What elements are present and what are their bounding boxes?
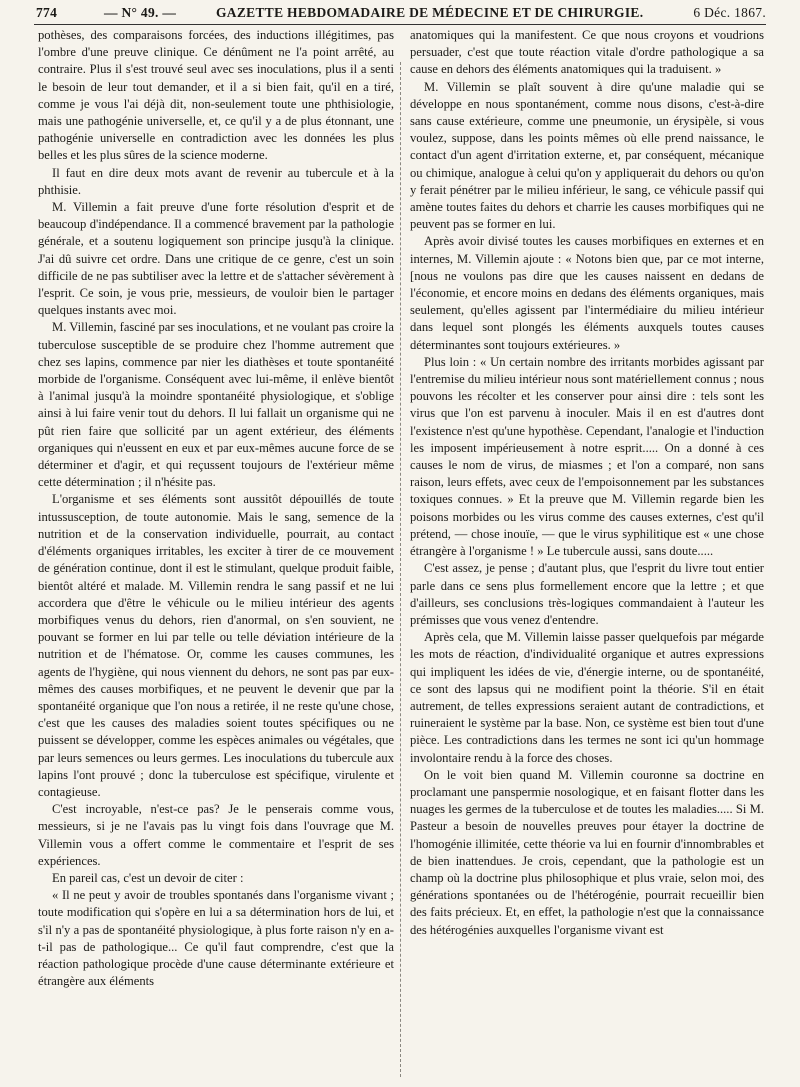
page-header [36, 2, 766, 24]
paragraph: pothèses, des comparaisons forcées, des inductions illégitimes, pas l'ombre d'une preuve clinique. Ce dénûment ne l'a point arrêté, au contraire. Plus il s'est trouvé seul avec ses inoculations, plus il a senti le besoin de leur tout demander, et il a si bien fait, qu'il en a tiré, comme je vous l'ai déjà dit, non-seulement toute une phthisiologie, mais une pathogénie universelle, et, ce qu'il y a de plus étonnant, une pathogénie universelle en contradiction avec les données les plus belles et les plus sûres de la science moderne. [38, 28, 394, 163]
paragraph: anatomiques qui la manifestent. Ce que nous croyons et voudrions persuader, c'est que toute réaction vitale d'ordre pathologique a sa cause en dehors des éléments anatomiques qui la traduisent. » [410, 28, 764, 77]
paragraph: C'est incroyable, n'est-ce pas? Je le penserais comme vous, messieurs, si je ne l'avais pas lu vingt fois dans l'ouvrage que M. Villemin vous a offert comme le commentaire et l'esprit de ses expériences. [38, 802, 394, 868]
journal-title: GAZETTE HEBDOMADAIRE DE MÉDECINE ET DE CHIRURGIE. [216, 5, 644, 20]
header-rule [34, 24, 766, 25]
paragraph: En pareil cas, c'est un devoir de citer : [52, 870, 244, 885]
paragraph: C'est assez, je pense ; d'autant plus, que l'esprit du livre tout entier parle dans ce sens plus formellement encore que la lettre ; et que d'ailleurs, ses conclusions très-logiques commandaient à l'auteur les prémisses que vous venez d'entendre. [410, 561, 764, 627]
right-column [410, 27, 764, 1079]
paragraph: Après avoir divisé toutes les causes morbifiques en externes et en internes, M. Villemin ajoute : « Notons bien que, par ce mot interne, [nous ne voulons pas dire que les causes naissent en dedans de l'économie, et encore moins en dedans des éléments organiques, mais seulement, qu'elles agissent par l'intermédiaire du milieu intérieur dans lequel sont plongés les éléments auxquels toutes causes déterminantes sont toujours extérieures. » [410, 234, 764, 352]
left-column [38, 27, 394, 1079]
paragraph: M. Villemin a fait preuve d'une forte résolution d'esprit et de beaucoup d'indépendance. Il a commencé bravement par la pathologie générale, et a soutenu logiquement son principe jusqu'à la clinique. J'ai dû suivre cet ordre. Dans une critique de ce genre, c'est un soin difficile de ne pas subtiliser avec la lettre et de s'attacher sévèrement à l'esprit. Ce soin, je vous prie, messieurs, de vouloir bien le partager quelques instants avec moi. [38, 200, 394, 318]
paragraph: L'organisme et ses éléments sont aussitôt dépouillés de toute intussusception, de toute autonomie. Mais le sang, semence de la nutrition et de la conservation individuelle, pourrait, au contact d'éléments organiques irritables, les exciter à tirer de ce mouvement de génération continue, dont il est le stimulant, quelque produit faible, bientôt altéré et malade. M. Villemin rendra le sang passif et ne lui accordera que d'être le véhicule ou le milieu intérieur des agents morbifiques venus du dehors, rien d'anormal, on s'en souvient, ne pouvant se former en lui par telle ou telle déviation intérieure de la nutrition et de l'hématose. Or, comme les causes communes, les agents de l'hygiène, qui nous viennent du dehors, ne sont pas par eux-mêmes des causes morbifiques, et ne peuvent le devenir que par la spontanéité organique que l'on nous a retirée, il ne reste qu'une chose, c'est que les causes des maladies soient toutes spécifiques ou ne puissent se développer, comme les espèces animales ou végétales, que par leurs semences ou leurs germes. Les inoculations du tubercule aux lapins l'ont prouvé ; donc la tuberculose est spécifique, virulente et contagieuse. [38, 492, 394, 799]
paragraph: M. Villemin, fasciné par ses inoculations, et ne voulant pas croire la tuberculose susceptible de se produire chez l'homme autrement que chez ses lapins, commence par nier les diathèses et toute spontanéité morbide de l'organisme. Conséquent avec lui-même, il enlève bientôt à l'animal jusqu'à la moindre spontanéité physiologique, et s'oblige ainsi à lui faire venir tout du dehors. Il lui fallait un organisme qui ne pût rien faire que sollicité par un agent extérieur, des éléments organiques qui n'eussent en eux et par eux-mêmes aucune force de se déterminer et d'agir, et qui reçussent toujours de l'extérieur même cette détermination ; il n'hésite pas. [38, 320, 394, 490]
paragraph: On le voit bien quand M. Villemin couronne sa doctrine en proclamant une panspermie nosologique, et en faisant flotter dans les nuages les germes de la tuberculose et de toutes les maladies..... Si M. Pasteur a besoin de nouvelles preuves pour étayer la doctrine de l'homogénie illimitée, cette théorie va lui en fournir d'innombrables et de bien inattendues. Je crois, cependant, que la pathologie est un champ où la doctrine plus philosophique et plus vraie, selon moi, des générations spontanées ou de l'hétérogénie, pourrait recueillir bien des faits précieux. Et, en effet, la pathologie n'est que la connaissance des hétérogénies auxquelles l'organisme vivant est [410, 767, 764, 937]
issue-date: 6 Déc. 1867. [693, 5, 766, 20]
paragraph: Après cela, que M. Villemin laisse passer quelquefois par mégarde les mots de réaction, d'individualité organique et autres expressions qui impliquent les idées de vie, d'énergie interne, ou de spontanéité, ce sont des lapsus qui ne modifient point la théorie. S'il en était autrement, de telles expressions seraient autant de contradictions, et ruineraient le système par la base. Non, ce système est bien tout d'une pièce. Les contradictions dans les termes ne sont ici qu'un hommage involontaire rendu à la force des choses. [410, 630, 764, 765]
column-separator [400, 62, 401, 1077]
paragraph: Plus loin : « Un certain nombre des irritants morbides agissant par l'entremise du milieu intérieur nous sont matériellement connus ; nous pouvons les récolter et les conserver pour ainsi dire : tels sont les virus que l'on est parvenu à inoculer. Mais il en est d'autres dont l'existence n'est qu'une hypothèse. Cependant, l'analogie et l'induction les imposent impérieusement à notre esprit..... On a donné à ces causes le nom de virus, de miasmes ; et l'on a comparé, non sans raison, leurs effets, avec ceux de l'empoisonnement par les substances toxiques connues. » Et la preuve que M. Villemin regarde bien les poisons morbides ou les virus comme des causes externes, c'est qu'il prétend, — chose inouïe, — que le virus syphilitique est « une chose étrangère à l'organisme ! » Le tubercule aussi, sans doute..... [410, 354, 764, 559]
paragraph: Il faut en dire deux mots avant de revenir au tubercule et à la phthisie. [38, 165, 394, 197]
quotation-paragraph: « Il ne peut y avoir de troubles spontanés dans l'organisme vivant ; toute modification qui s'opère en lui a sa détermination hors de lui, et s'il n'y a pas de spontanéité physiologique, à plus forte raison n'y en a-t-il pas de pathologique... Ce qu'il faut comprendre, c'est que la réaction pathologique procède d'une cause déterminante extérieure et étrangère aux éléments [38, 888, 394, 989]
issue-number: — N° 49. — [104, 5, 177, 20]
page-number: 774 [36, 5, 58, 20]
paragraph: M. Villemin se plaît souvent à dire qu'une maladie qui se développe en nous spontanément, comme nous disons, c'est-à-dire sans cause extérieure, comme une pneumonie, un érysipèle, si vous voulez, suppose, dans les points mêmes où elle prend naissance, le contact d'un agent d'irritation externe, et, par conséquent, mécanique ou chimique, analogue à celui qu'on y appliquerait du dehors ou qu'on y ferait pénétrer par le milieu inférieur, le sang, ce véhicule passif qui amène toutes faites du dehors et charrie les causes morbifiques qui ne peuvent pas se former en lui. [410, 79, 764, 232]
